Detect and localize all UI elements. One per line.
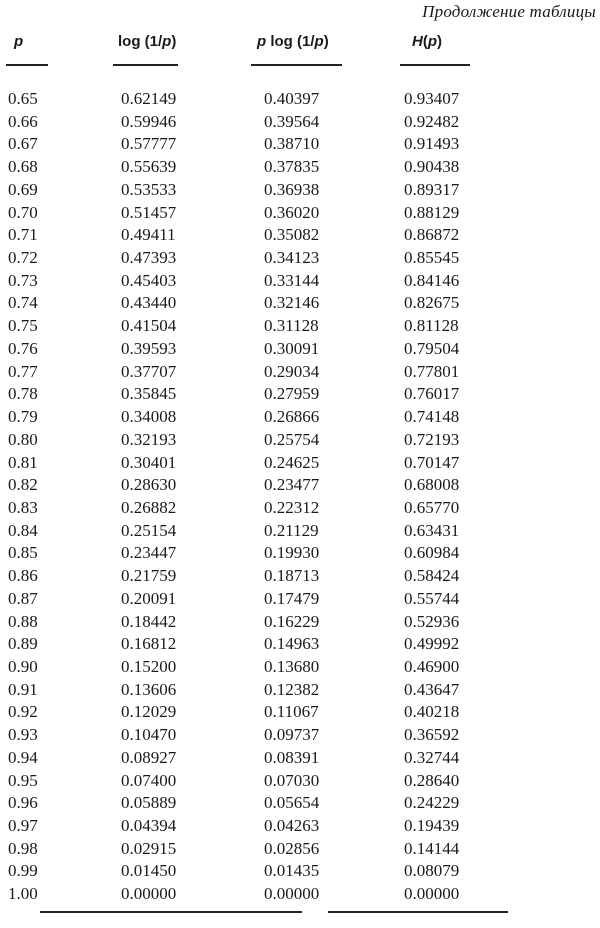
cell-entropy: 0.91493 [404,134,460,154]
table-row [0,747,600,770]
cell-plog: 0.38710 [264,134,320,154]
cell-log: 0.16812 [121,634,177,654]
table-continued-label: Продолжение таблицы [422,2,596,21]
table-row [0,542,600,565]
table-row [0,588,600,611]
cell-log: 0.41504 [121,316,177,336]
cell-plog: 0.39564 [264,111,320,131]
cell-p: 0.72 [8,248,38,268]
cell-plog: 0.21129 [264,520,319,540]
cell-log: 0.10470 [121,725,177,745]
cell-plog: 0.36020 [264,202,320,222]
cell-plog: 0.02856 [264,838,320,858]
cell-entropy: 0.82675 [404,293,460,313]
table-row [0,88,600,111]
cell-plog: 0.04263 [264,816,320,835]
cell-plog: 0.31128 [264,316,319,336]
cell-entropy: 0.46900 [404,656,460,676]
cell-entropy: 0.86872 [404,225,460,245]
cell-p: 0.73 [8,270,38,290]
cell-plog: 0.37835 [264,157,320,177]
cell-p: 0.89 [8,634,38,654]
cell-plog: 0.24625 [264,452,320,472]
cell-log: 0.37707 [121,361,177,381]
cell-entropy: 0.14144 [404,838,460,858]
cell-p: 0.70 [8,202,38,222]
cell-p: 0.84 [8,520,38,540]
cell-entropy: 0.43647 [404,679,460,699]
cell-p: 0.66 [8,111,38,131]
cell-entropy: 0.92482 [404,111,460,131]
table-row [0,724,600,747]
cell-plog: 0.35082 [264,225,320,245]
cell-entropy: 0.00000 [404,884,460,904]
table-row [0,611,600,634]
cell-log: 0.30401 [121,452,177,472]
cell-plog: 0.07030 [264,770,320,790]
cell-entropy: 0.49992 [404,634,460,654]
cell-plog: 0.05654 [264,793,320,813]
cell-entropy: 0.36592 [404,725,460,745]
cell-log: 0.28630 [121,475,177,495]
table-row [0,202,600,225]
table-row [0,815,600,838]
cell-p: 0.93 [8,725,38,745]
cell-entropy: 0.58424 [404,566,460,586]
cell-entropy: 0.85545 [404,248,460,268]
cell-log: 0.62149 [121,89,177,108]
table-row [0,111,600,134]
cell-p: 0.81 [8,452,38,472]
table-row [0,406,600,429]
header-rule-plog [251,64,342,66]
bottom-rule-left [40,911,302,913]
cell-entropy: 0.08079 [404,861,460,881]
cell-plog: 0.14963 [264,634,320,654]
cell-log: 0.18442 [121,611,177,631]
cell-plog: 0.26866 [264,407,320,427]
cell-plog: 0.18713 [264,566,320,586]
cell-entropy: 0.55744 [404,588,460,608]
cell-log: 0.21759 [121,566,177,586]
cell-log: 0.23447 [121,543,177,563]
cell-log: 0.39593 [121,338,177,358]
cell-log: 0.34008 [121,407,177,427]
cell-entropy: 0.74148 [404,407,460,427]
cell-plog: 0.32146 [264,293,320,313]
cell-log: 0.59946 [121,111,177,131]
column-header-p: p [14,33,24,50]
cell-plog: 0.22312 [264,497,320,517]
cell-log: 0.26882 [121,497,177,517]
cell-entropy: 0.52936 [404,611,460,631]
table-row [0,497,600,520]
cell-p: 0.67 [8,134,38,154]
cell-p: 0.80 [8,429,38,449]
cell-entropy: 0.77801 [404,361,460,381]
cell-log: 0.49411 [121,225,176,245]
table-row [0,860,600,883]
cell-log: 0.57777 [121,134,177,154]
cell-log: 0.07400 [121,770,177,790]
cell-log: 0.13606 [121,679,177,699]
table-row [0,429,600,452]
cell-log: 0.53533 [121,179,177,199]
table-row [0,452,600,475]
cell-entropy: 0.90438 [404,157,460,177]
header-rule-log [113,64,178,66]
cell-log: 0.20091 [121,588,177,608]
cell-plog: 0.16229 [264,611,320,631]
cell-plog: 0.36938 [264,179,320,199]
cell-p: 0.90 [8,656,38,676]
cell-plog: 0.40397 [264,89,320,108]
cell-p: 0.83 [8,497,38,517]
cell-log: 0.35845 [121,384,177,404]
cell-p: 0.78 [8,384,38,404]
cell-log: 0.51457 [121,202,177,222]
cell-log: 0.04394 [121,816,177,835]
table-row [0,656,600,679]
cell-plog: 0.34123 [264,248,320,268]
cell-plog: 0.08391 [264,747,320,767]
cell-log: 0.45403 [121,270,177,290]
cell-plog: 0.01435 [264,861,320,881]
cell-plog: 0.23477 [264,475,320,495]
column-header-plog: p log (1/p) [257,33,329,50]
cell-p: 0.65 [8,89,38,108]
cell-plog: 0.12382 [264,679,320,699]
cell-plog: 0.30091 [264,338,320,358]
cell-p: 0.82 [8,475,38,495]
cell-p: 0.97 [8,816,38,835]
cell-entropy: 0.24229 [404,793,460,813]
cell-entropy: 0.76017 [404,384,460,404]
cell-entropy: 0.72193 [404,429,460,449]
cell-log: 0.47393 [121,248,177,268]
cell-log: 0.32193 [121,429,177,449]
cell-entropy: 0.19439 [404,816,460,835]
cell-p: 0.98 [8,838,38,858]
table-row [0,315,600,338]
cell-plog: 0.27959 [264,384,320,404]
table-row [0,361,600,384]
cell-log: 0.02915 [121,838,177,858]
table-row [0,792,600,815]
cell-p: 0.95 [8,770,38,790]
cell-p: 0.86 [8,566,38,586]
cell-p: 0.85 [8,543,38,563]
header-rule-entropy [400,64,470,66]
table-row [0,224,600,247]
table-row [0,520,600,543]
table-row [0,133,600,156]
cell-entropy: 0.93407 [404,89,460,108]
cell-plog: 0.13680 [264,656,320,676]
cell-p: 0.99 [8,861,38,881]
cell-log: 0.25154 [121,520,177,540]
table-row [0,383,600,406]
cell-p: 0.71 [8,225,38,245]
table-row [0,770,600,793]
cell-p: 0.96 [8,793,38,813]
cell-entropy: 0.32744 [404,747,460,767]
cell-p: 0.68 [8,157,38,177]
column-header-entropy: H(p) [412,33,443,50]
cell-p: 0.92 [8,702,38,722]
cell-entropy: 0.28640 [404,770,460,790]
header-rule-p [6,64,48,66]
cell-entropy: 0.88129 [404,202,460,222]
cell-entropy: 0.63431 [404,520,460,540]
cell-p: 0.76 [8,338,38,358]
table-row [0,633,600,656]
cell-p: 0.91 [8,679,38,699]
column-header-log: log (1/p) [118,33,177,50]
table-row [0,247,600,270]
cell-entropy: 0.65770 [404,497,460,517]
cell-p: 0.87 [8,588,38,608]
cell-entropy: 0.89317 [404,179,460,199]
table-row [0,292,600,315]
table-row [0,179,600,202]
cell-entropy: 0.70147 [404,452,460,472]
cell-entropy: 0.68008 [404,475,460,495]
cell-log: 0.12029 [121,702,177,722]
cell-entropy: 0.60984 [404,543,460,563]
cell-log: 0.05889 [121,793,177,813]
cell-log: 0.43440 [121,293,177,313]
cell-plog: 0.09737 [264,725,320,745]
cell-log: 0.08927 [121,747,177,767]
table-row [0,838,600,861]
table-row [0,565,600,588]
cell-plog: 0.25754 [264,429,320,449]
cell-p: 0.69 [8,179,38,199]
cell-plog: 0.17479 [264,588,320,608]
table-body [0,88,600,906]
table-row [0,338,600,361]
cell-entropy: 0.79504 [404,338,460,358]
cell-plog: 0.33144 [264,270,320,290]
cell-log: 0.15200 [121,656,177,676]
cell-p: 1.00 [8,884,38,904]
cell-p: 0.77 [8,361,38,381]
table-row [0,270,600,293]
cell-p: 0.75 [8,316,38,336]
cell-p: 0.79 [8,407,38,427]
cell-entropy: 0.40218 [404,702,460,722]
cell-plog: 0.11067 [264,702,319,722]
table-row [0,156,600,179]
cell-entropy: 0.84146 [404,270,460,290]
table-row [0,701,600,724]
cell-log: 0.01450 [121,861,177,881]
cell-plog: 0.19930 [264,543,320,563]
cell-log: 0.55639 [121,157,177,177]
table-row [0,679,600,702]
cell-p: 0.74 [8,293,38,313]
cell-log: 0.00000 [121,884,177,904]
cell-plog: 0.29034 [264,361,320,381]
cell-p: 0.88 [8,611,38,631]
table-row [0,474,600,497]
cell-plog: 0.00000 [264,884,320,904]
cell-p: 0.94 [8,747,38,767]
table-row [0,883,600,906]
bottom-rule-right [328,911,508,913]
cell-entropy: 0.81128 [404,316,459,336]
